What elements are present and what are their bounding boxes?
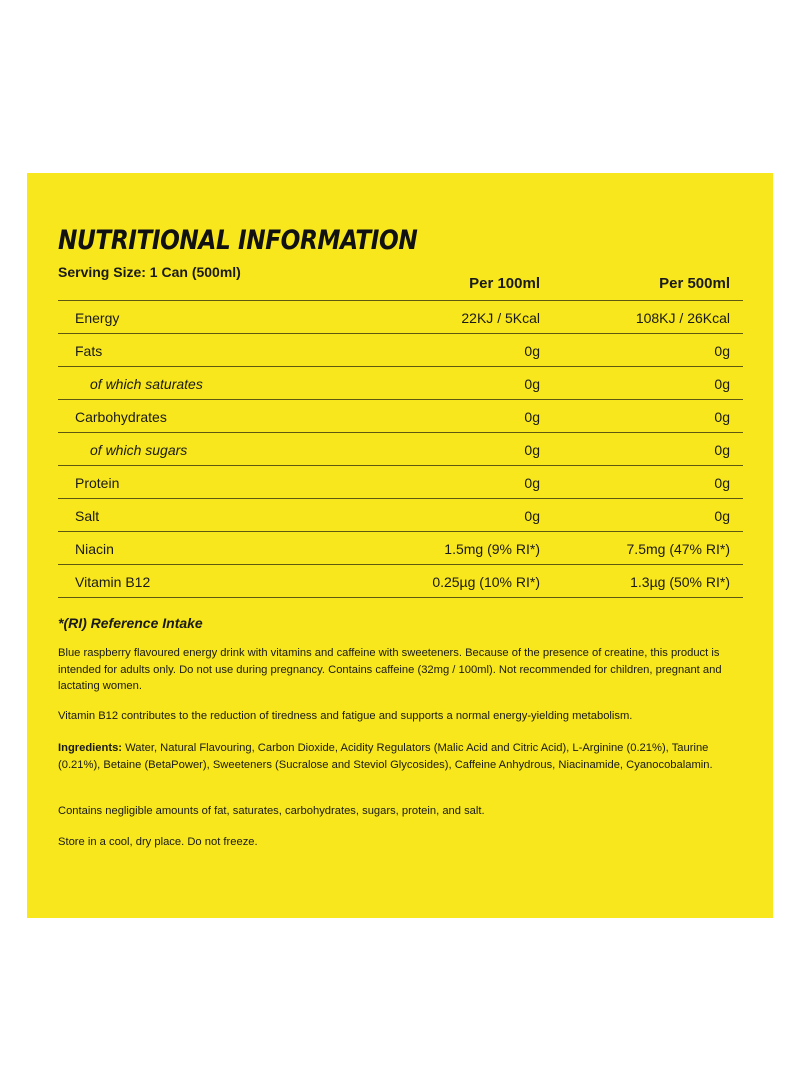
table-row bbox=[58, 565, 743, 598]
row-label: of which saturates bbox=[90, 376, 203, 392]
row-value-per-100ml: 0g bbox=[524, 409, 540, 425]
table-row bbox=[58, 334, 743, 367]
row-value-per-500ml: 7.5mg (47% RI*) bbox=[626, 541, 730, 557]
row-label: Protein bbox=[75, 475, 120, 491]
negligible-note: Contains negligible amounts of fat, saturates, carbohydrates, sugars, protein, and salt. bbox=[58, 805, 485, 817]
reference-intake-note: *(RI) Reference Intake bbox=[58, 615, 203, 631]
row-value-per-100ml: 0g bbox=[524, 376, 540, 392]
product-description: Blue raspberry flavoured energy drink with vitamins and caffeine with sweeteners. Because of the presence of creatine, this product is intended for adults only. Do not use during pregnancy. Contains caffeine (32mg / 100ml). Not recommended for children, pregnant and lactating women. bbox=[58, 647, 722, 692]
row-label: Niacin bbox=[75, 541, 114, 557]
row-value-per-100ml: 0g bbox=[524, 508, 540, 524]
row-value-per-100ml: 0g bbox=[524, 343, 540, 359]
page-title: NUTRITIONAL INFORMATION bbox=[58, 225, 418, 256]
table-row bbox=[58, 367, 743, 400]
table-row bbox=[58, 301, 743, 334]
row-label: Salt bbox=[75, 508, 100, 524]
column-header-per-500ml: Per 500ml bbox=[659, 275, 730, 292]
row-label: Vitamin B12 bbox=[75, 574, 151, 590]
row-label: Fats bbox=[75, 343, 103, 359]
table-row bbox=[58, 433, 743, 466]
row-value-per-500ml: 0g bbox=[714, 442, 730, 458]
serving-size: Serving Size: 1 Can (500ml) bbox=[58, 264, 241, 280]
row-value-per-500ml: 0g bbox=[714, 508, 730, 524]
ingredients-label: Ingredients: bbox=[58, 742, 123, 754]
row-value-per-500ml: 0g bbox=[714, 376, 730, 392]
table-row bbox=[58, 532, 743, 565]
table-row bbox=[58, 400, 743, 433]
vitamin-claim: Vitamin B12 contributes to the reduction of tiredness and fatigue and supports a normal energy-yielding metabolism. bbox=[58, 710, 633, 722]
row-value-per-500ml: 0g bbox=[714, 475, 730, 491]
row-value-per-100ml: 0g bbox=[524, 475, 540, 491]
table-row bbox=[58, 466, 743, 499]
row-label: of which sugars bbox=[90, 442, 188, 458]
table-row bbox=[58, 499, 743, 532]
nutrition-table bbox=[58, 300, 743, 598]
row-value-per-500ml: 1.3µg (50% RI*) bbox=[630, 574, 730, 590]
row-value-per-500ml: 0g bbox=[714, 343, 730, 359]
ingredients-paragraph bbox=[58, 740, 748, 773]
row-value-per-500ml: 108KJ / 26Kcal bbox=[635, 310, 730, 326]
row-value-per-500ml: 0g bbox=[714, 409, 730, 425]
ingredients-list: Water, Natural Flavouring, Carbon Dioxide, Acidity Regulators (Malic Acid and Citric Acid), L-Arginine (0.21%), Taurine (0.21%), Betaine (BetaPower), Sweeteners (Sucralose and Steviol Glycosides), Caffeine Anhydrous, Niacinamide, Cyanocobalamin. bbox=[58, 742, 713, 771]
row-value-per-100ml: 1.5mg (9% RI*) bbox=[444, 541, 540, 557]
row-value-per-100ml: 0g bbox=[524, 442, 540, 458]
nutrition-panel bbox=[27, 173, 773, 918]
row-value-per-100ml: 0.25µg (10% RI*) bbox=[432, 574, 540, 590]
row-value-per-100ml: 22KJ / 5Kcal bbox=[461, 310, 540, 326]
storage-note: Store in a cool, dry place. Do not freeze. bbox=[58, 836, 258, 848]
column-header-per-100ml: Per 100ml bbox=[469, 275, 540, 292]
row-label: Carbohydrates bbox=[75, 409, 167, 425]
row-label: Energy bbox=[75, 310, 120, 326]
